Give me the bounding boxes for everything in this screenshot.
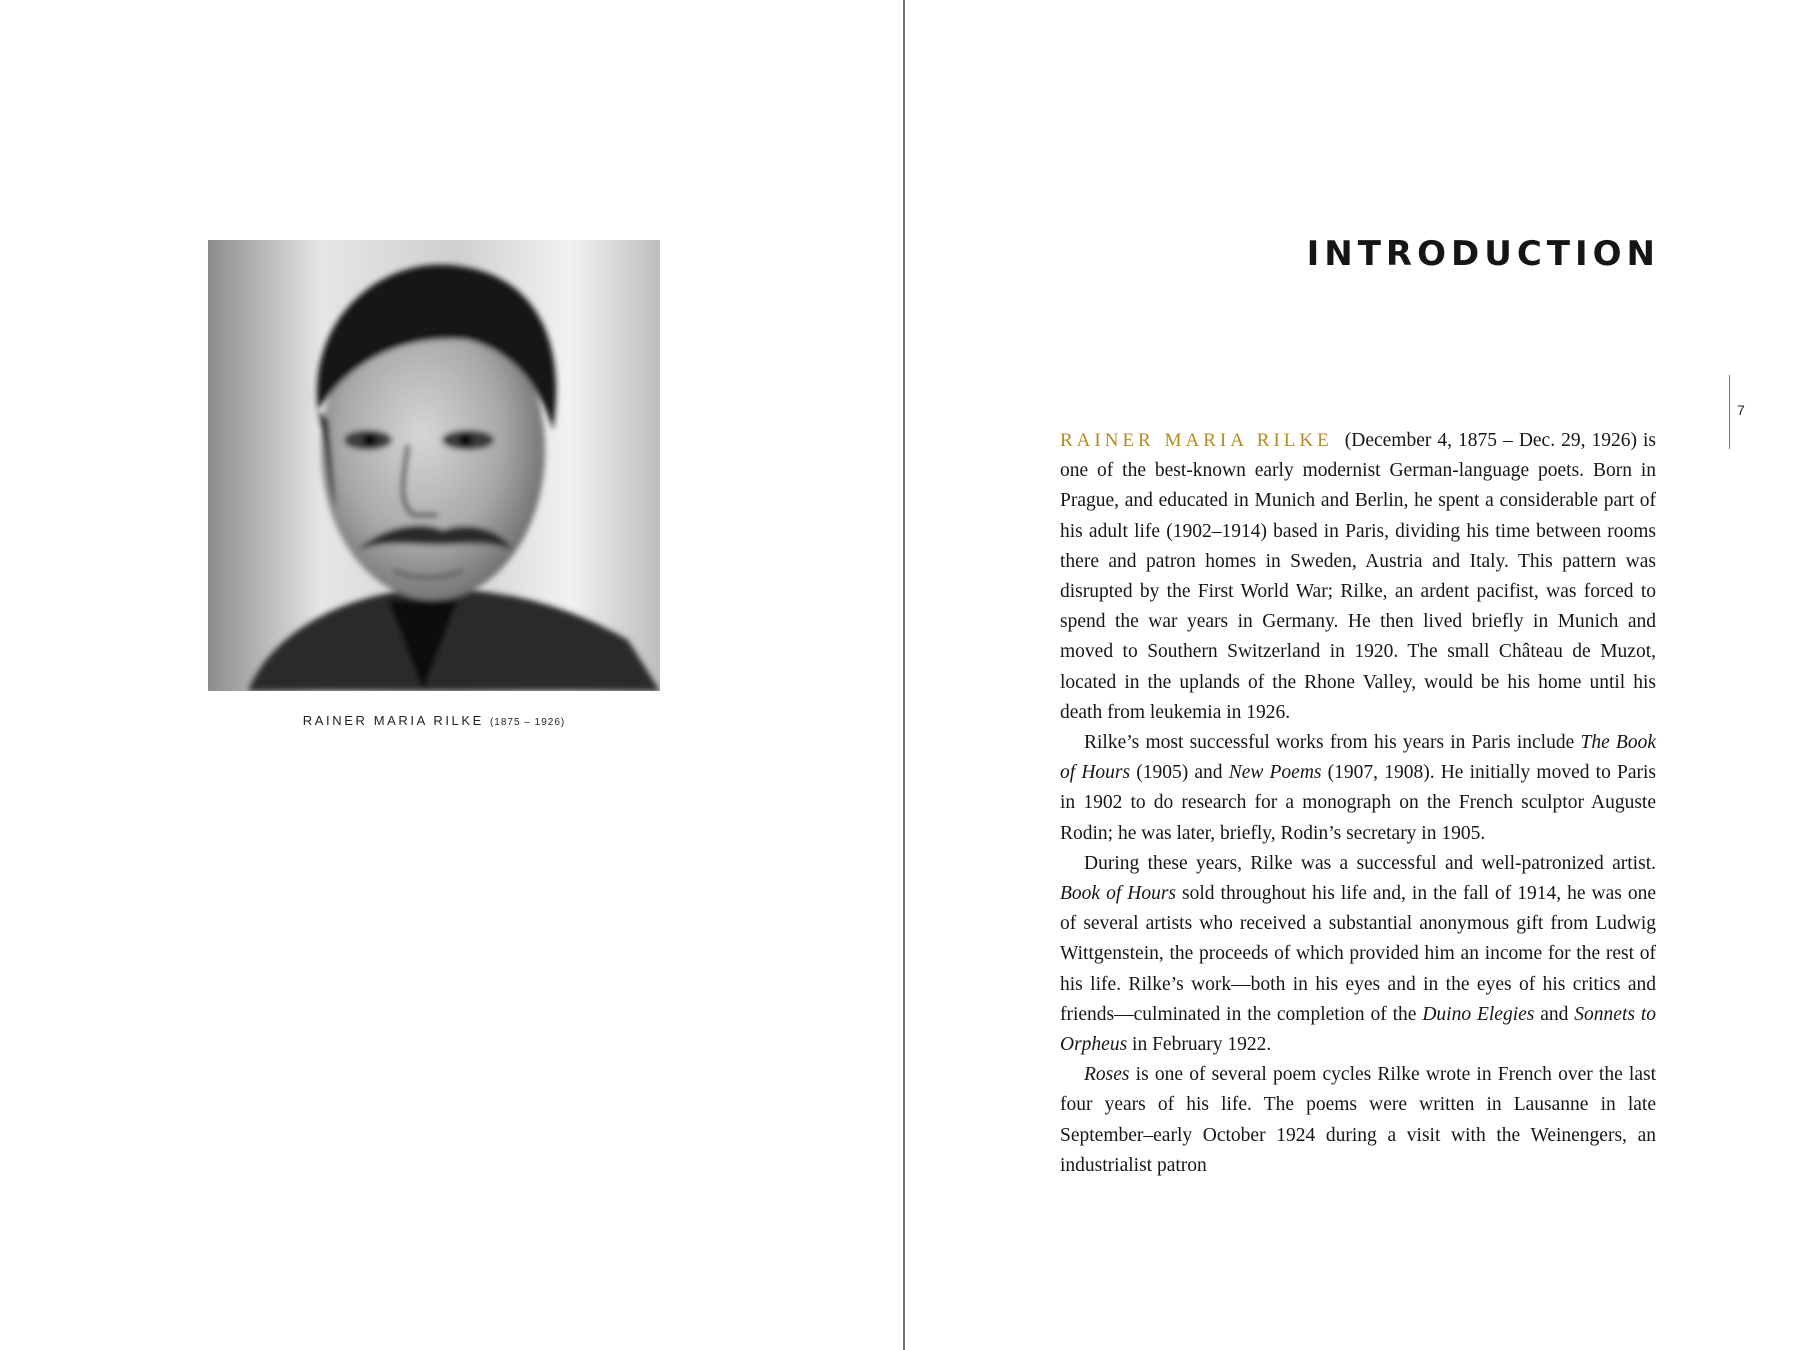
text-run: (1907, 1908). He initially moved to Paris in 1902 to do research for a monograph on the French sculptor Auguste Rodin; he was later, briefly, Rodin’s secretary in 1905.	[1060, 762, 1656, 844]
paragraph	[1060, 728, 1656, 849]
text-run: and	[1534, 1003, 1575, 1025]
text-run: Rilke’s most successful works from his years in Paris include	[1084, 732, 1581, 754]
italic-title: Book of Hours	[1060, 883, 1177, 905]
caption-name: RAINER MARIA RILKE	[302, 713, 484, 728]
text-run: (December 4, 1875 – Dec. 29, 1926) is one of the best-known early modernist German-language poets. Born in Prague, and educated in Munich and Berlin, he spent a considerable part of his adult life (1902–1914) based in Paris, dividing his time between rooms there and patron homes in Sweden, Austria and Italy. This pattern was disrupted by the First World War; Rilke, an ardent pacifist, was forced to spend the war years in Germany. He then lived briefly in Munich and moved to Southern Switzerland in 1920. The small Château de Muzot, located in the uplands of the Rhone Valley, would be his home until his death from leukemia in 1926.	[1060, 430, 1657, 723]
lead-in-name: RAINER MARIA RILKE	[1060, 430, 1333, 451]
chapter-title: INTRODUCTION	[1306, 234, 1660, 274]
italic-title: Sonnets to Orpheus	[1060, 1003, 1657, 1056]
italic-title: Duino Elegies	[1422, 1003, 1535, 1025]
page-number-rule	[1729, 375, 1730, 449]
spread-gutter-line	[903, 0, 905, 1350]
paragraph	[1060, 1060, 1656, 1181]
text-run: is one of several poem cycles Rilke wrote in French over the last four years of his life. The poems were written in Lausanne in late September–early October 1924 during a visit with the Weinengers, an industrialist patron	[1060, 1064, 1656, 1176]
text-run: During these years, Rilke was a successful and well-patronized artist.	[1084, 852, 1656, 874]
text-run: in February 1922.	[1127, 1034, 1272, 1056]
body-text	[1060, 426, 1656, 1181]
paragraph	[1060, 849, 1656, 1060]
page-number: 7	[1737, 402, 1745, 418]
caption-years: (1875 – 1926)	[489, 717, 566, 728]
text-run: sold throughout his life and, in the fall of 1914, he was one of several artists who received a substantial anonymous gift from Ludwig Wittgenstein, the proceeds of which provided him an income for the rest of his life. Rilke’s work—both in his eyes and in the eyes of his critics and friends—culminated in the completion of the	[1060, 883, 1656, 1025]
portrait-photo	[208, 240, 660, 691]
text-run: (1905) and	[1130, 762, 1229, 784]
italic-title: Roses	[1084, 1064, 1130, 1086]
italic-title: The Book of Hours	[1060, 732, 1656, 784]
italic-title: New Poems	[1228, 762, 1322, 784]
paragraph	[1060, 426, 1656, 728]
portrait-caption	[208, 713, 660, 728]
